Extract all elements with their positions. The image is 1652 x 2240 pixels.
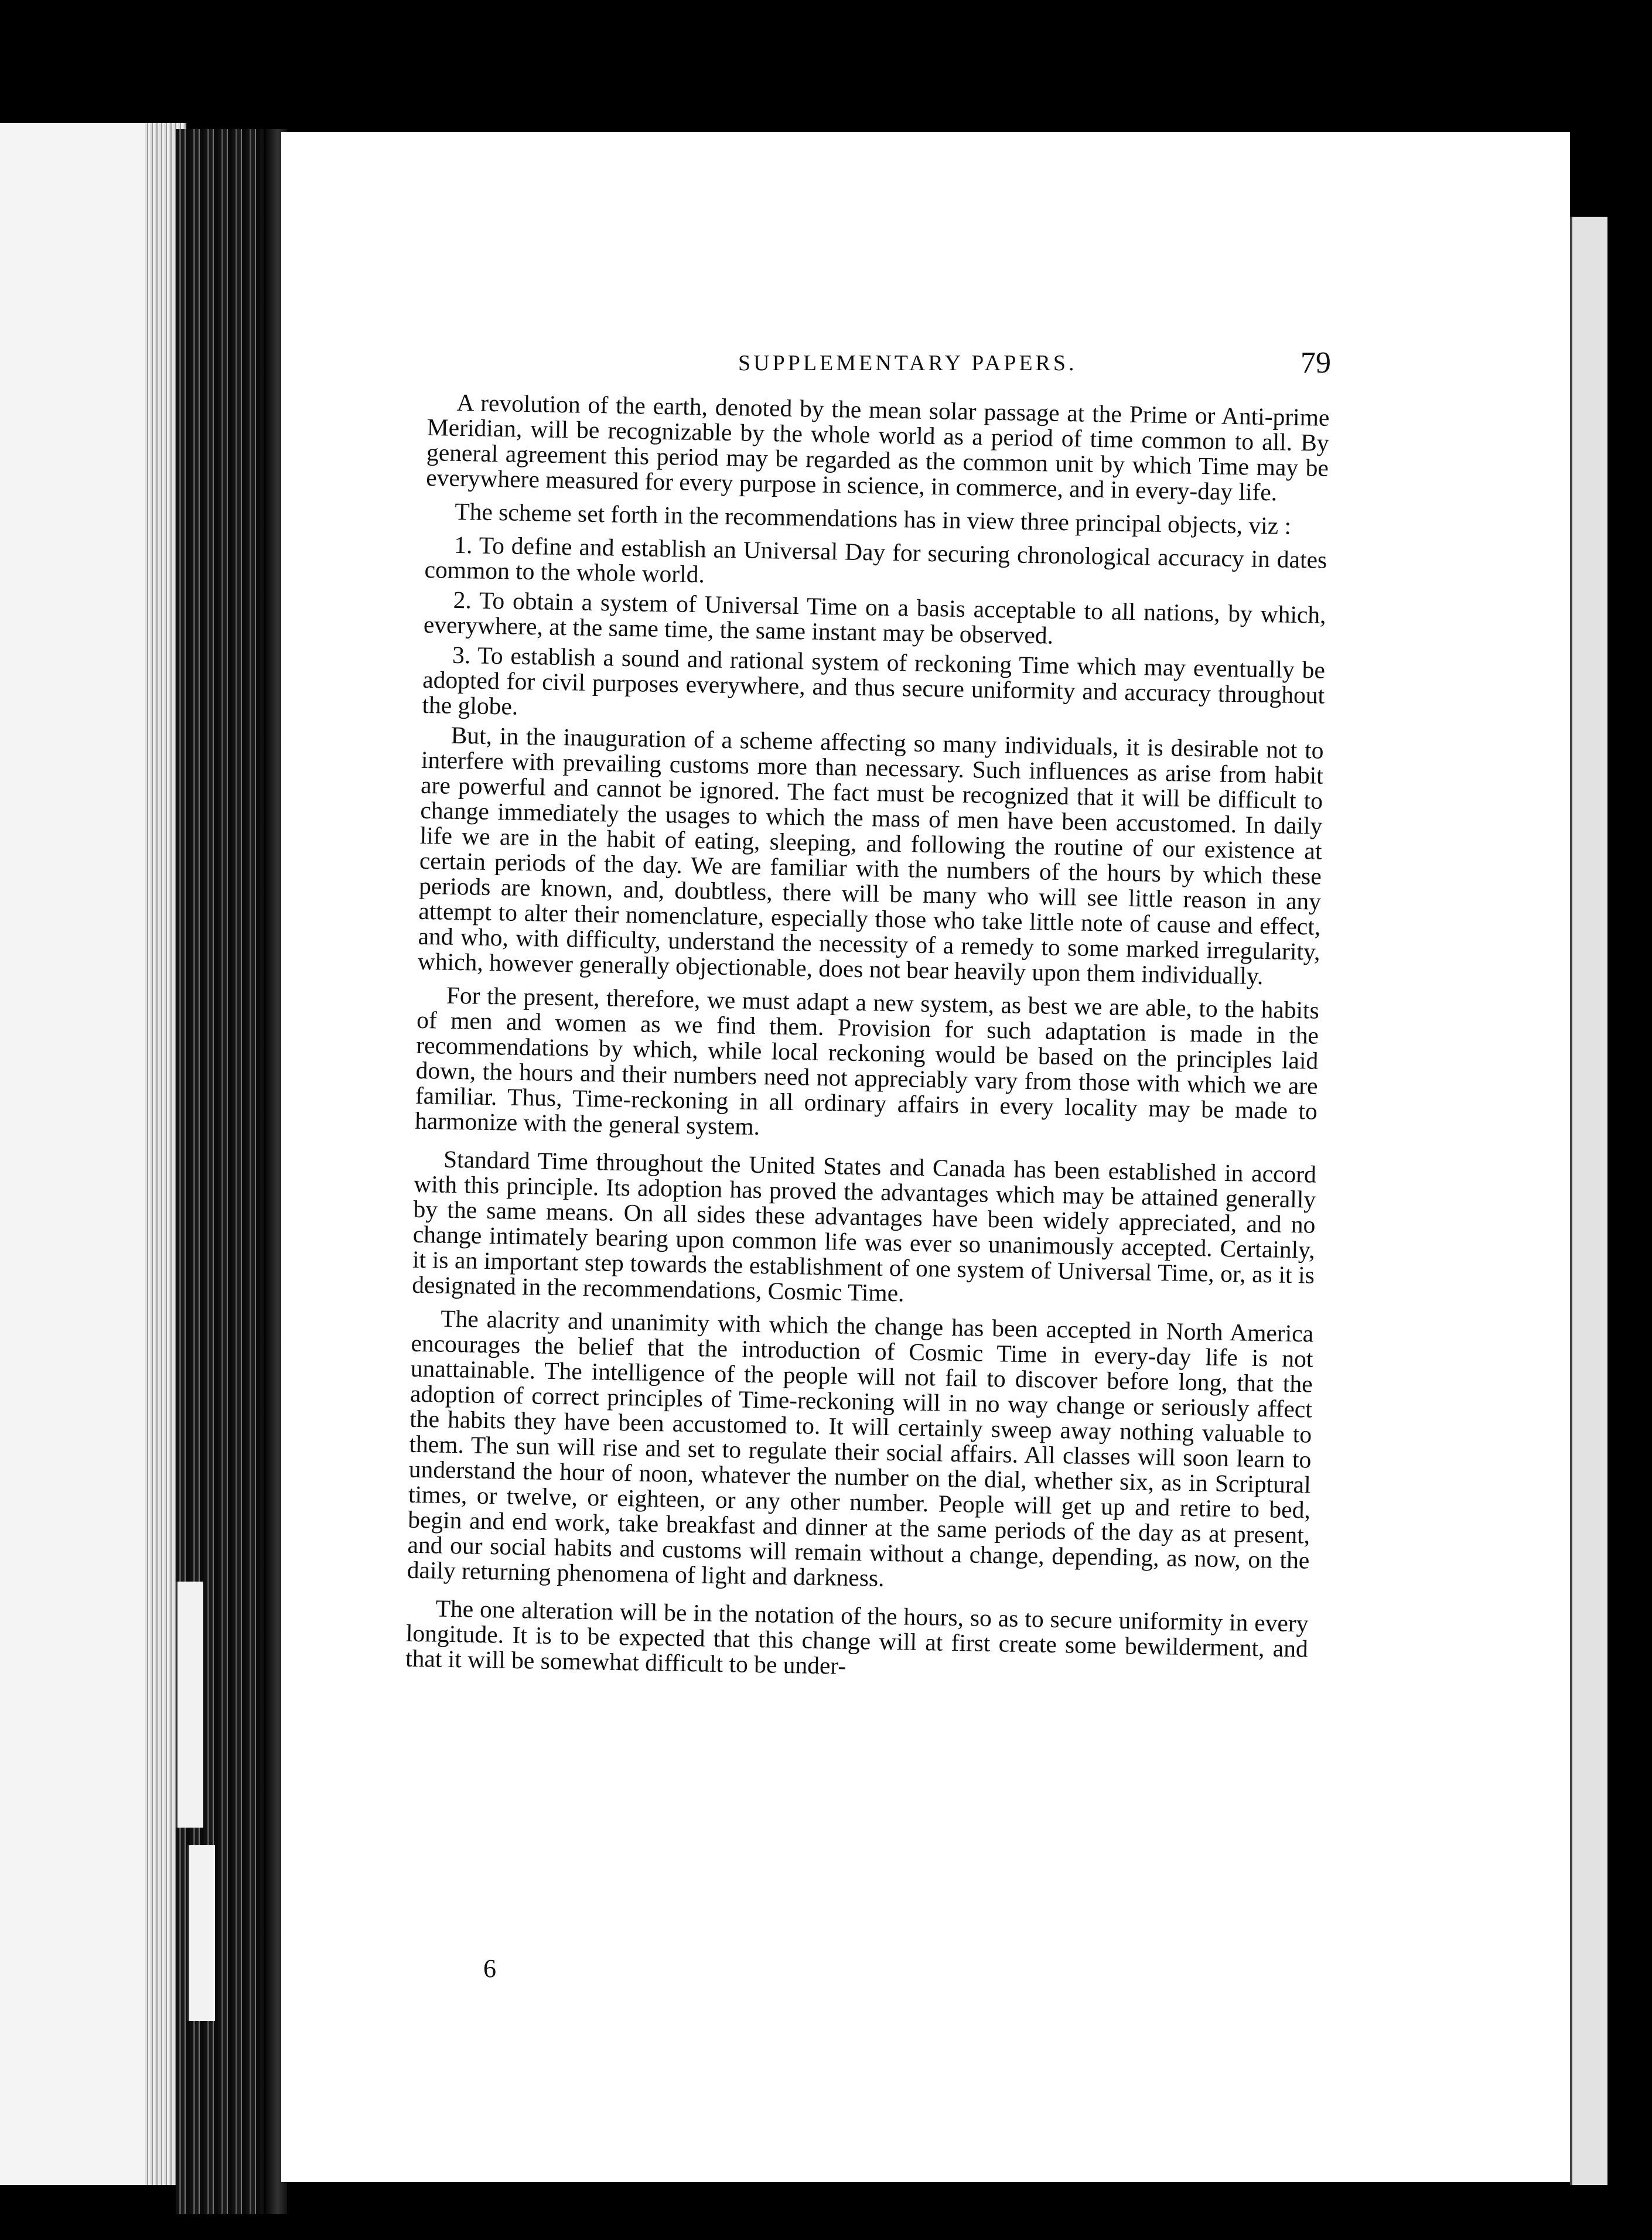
- list-item: 2. To obtain a system of Universal Time on a basis acceptable to all nations, by which, everywhere, at the same time, the same instant may be observed.: [423, 586, 1326, 649]
- page-right-edge: [1570, 217, 1607, 2185]
- paragraph: But, in the inauguration of a scheme affecting so many individuals, it is desirable not to interfere with prevailing customs more than necessary. Such influences as arise from habit are powerful and cannot be ignored. The fact must be recognized that it will be difficult to change immediately the usages to which the mass of men have been accustomed. In daily life we are in the habit of eating, sleeping, and following the routine of our existence at certain periods of the day. We are familiar with the numbers of the hours by which these periods are known, and, doubtless, there will be many who will see little reason in any attempt to alter their nomenclature, especially those who take little note of cause and effect, and who, with difficulty, understand the necessity of a remedy to some marked irregularity, which, however generally objectionable, does not bear heavily upon them individually.: [417, 721, 1324, 990]
- page-body: [405, 390, 1330, 1695]
- paragraph: A revolution of the earth, denoted by the mean solar passage at the Prime or Anti-prime Meridian, will be recognizable by the whole world as a period of time common to all. By general agreement this period may be regarded as the common unit by which Time may be everywhere measured for every purpose in science, in commerce, and in every-day life.: [425, 388, 1330, 506]
- binding-tab: [187, 1845, 215, 2021]
- paragraph: The scheme set forth in the recommendations has in view three principal objects, viz :: [454, 497, 1292, 539]
- running-head: SUPPLEMENTARY PAPERS.: [738, 351, 1077, 375]
- signature-mark: 6: [483, 1954, 496, 1983]
- paragraph: The one alteration will be in the notation of the hours, so as to secure uniformity in every longitude. It is to be expected that this change will at first create some bewilderment, and that it will be somewhat difficult to be under-: [405, 1594, 1309, 1679]
- list-item: 1. To define and establish an Universal Day for securing chronological accuracy in dates common to the whole world.: [424, 531, 1327, 588]
- paragraph: For the present, therefore, we must adapt a new system, as best we are able, to the habits of men and women as we find them. Provision for such adaptation is made in the recommendations by which, while local reckoning would be based on the principles laid down, the hours and their numbers need not appreciably vary from those with which we are familiar. Thus, Time-reckoning in all ordinary affairs in every locality may be made to harmonize with the general system.: [414, 981, 1320, 1141]
- binding-tab: [176, 1582, 203, 1828]
- page-number: 79: [1301, 346, 1331, 380]
- paragraph: The alacrity and unanimity with which the change has been accepted in North America encourages the belief that the introduction of Cosmic Time in every-day life is not unattainable. The intelligence of the people will not fail to discover before long, that the adoption of correct principles of Time-reckoning will in no way change or seriously affect the habits they have been accustomed to. It will certainly sweep away nothing valuable to them. The sun will rise and set to regulate their social affairs. All classes will soon learn to understand the hour of noon, whatever the number on the dial, whether six, as in Scriptural times, or twelve, or eighteen, or any other number. People will get up and retire to bed, begin and end work, take breakfast and dinner at the same periods of the day as at present, and our social habits and customs will remain without a change, depending, as now, on the daily returning phenomena of light and darkness.: [407, 1305, 1314, 1592]
- paragraph: Standard Time throughout the United States and Canada has been established in accord with this principle. Its adoption has proved the advantages which may be attained generally by the same means. On all sides these advantages have been widely appreciated, and no change intimately bearing upon common life was ever so unanimously accepted. Certainly, it is an important step towards the establishment of one system of Universal Time, or, as it is designated in the recommendations, Cosmic Time.: [411, 1145, 1317, 1307]
- list-item: 3. To establish a sound and rational system of reckoning Time which may eventually be adopted for civil purposes everywhere, and thus secure uniformity and accuracy throughout the globe.: [422, 641, 1326, 720]
- page-header: [445, 346, 1331, 387]
